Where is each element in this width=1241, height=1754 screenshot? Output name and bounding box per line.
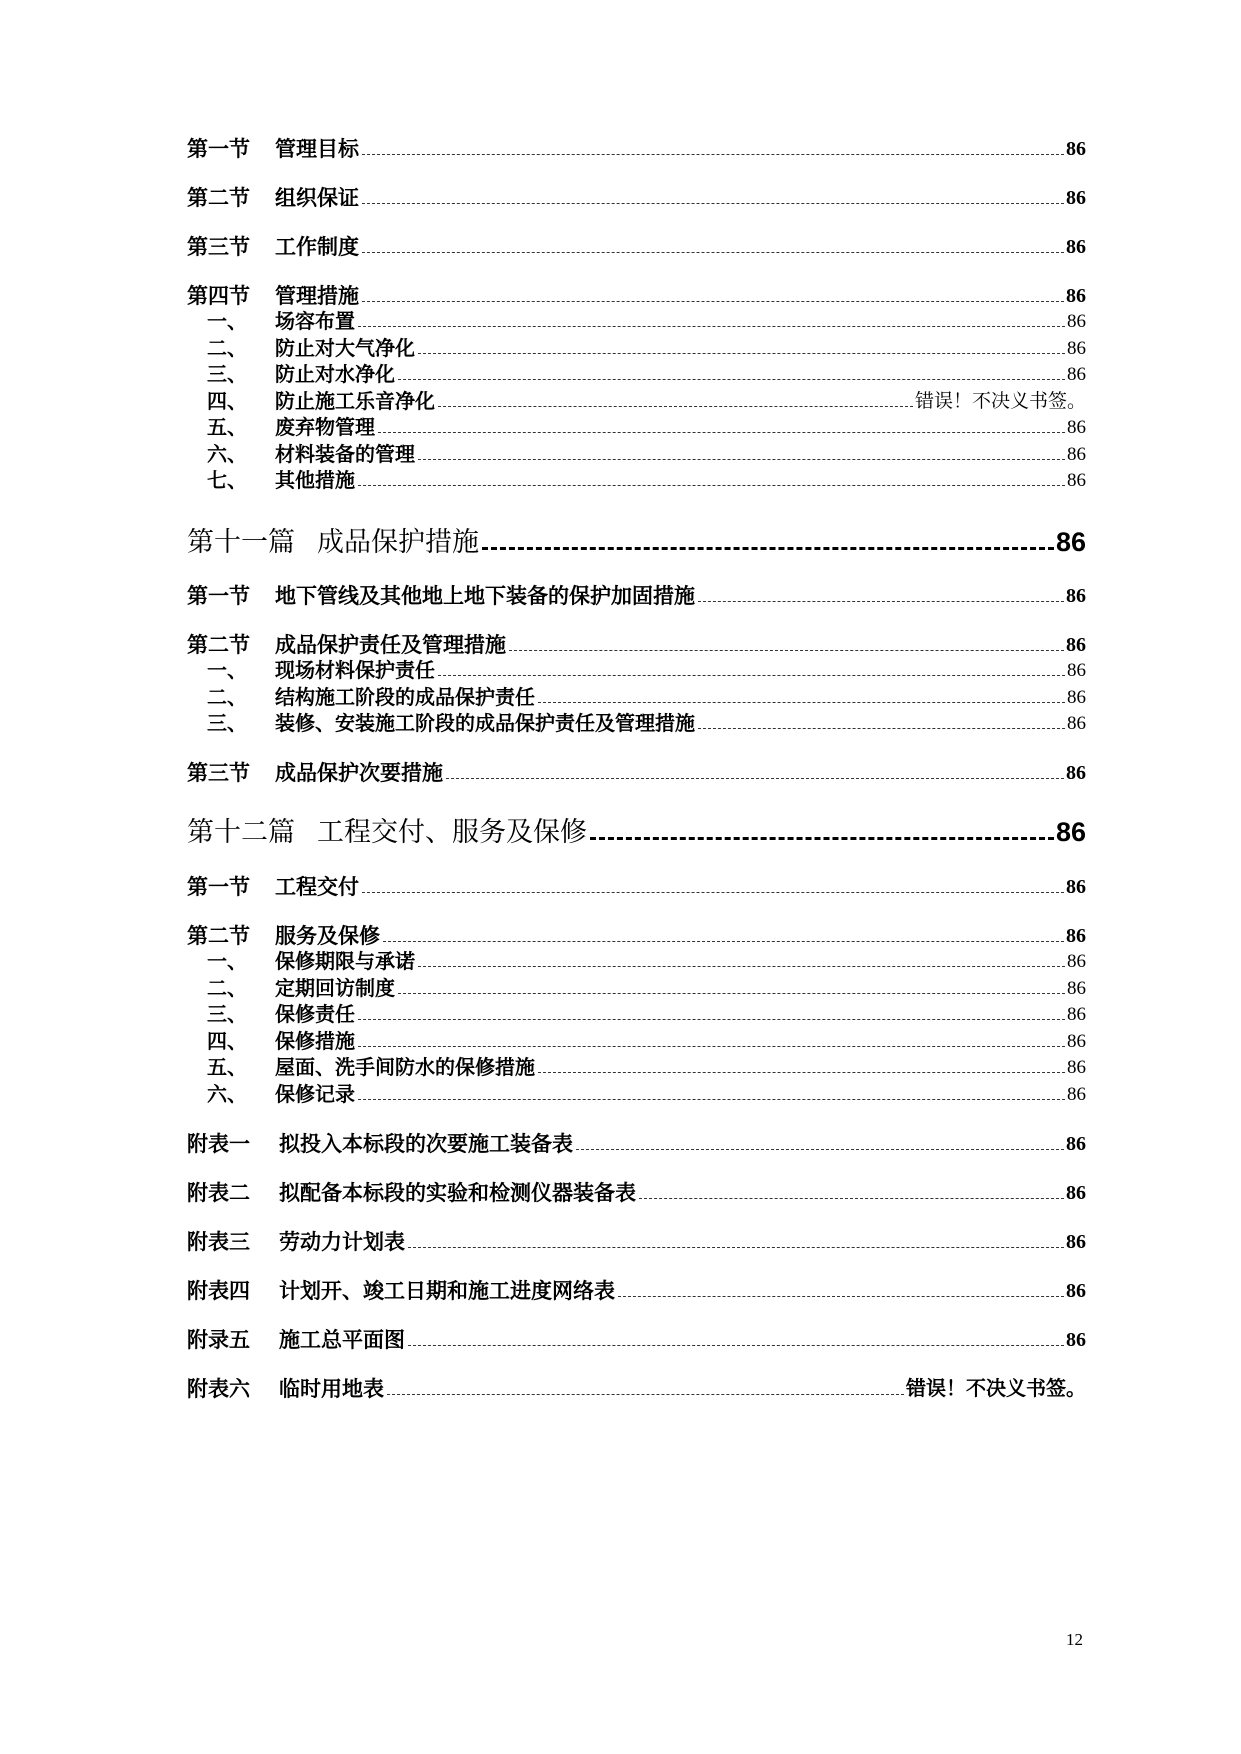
toc-entry-number: 第二节: [187, 632, 250, 657]
toc-entry-number: 第二节: [187, 923, 250, 948]
toc-entry-number: 三、: [207, 362, 247, 386]
toc-entry-title: 废弃物管理: [275, 415, 375, 439]
dot-leader: [618, 1296, 1064, 1297]
toc-entry-page: 86: [1066, 1280, 1086, 1302]
toc-entry: [187, 1084, 1086, 1104]
toc-entry-title: 工程交付: [275, 874, 359, 899]
toc-entry-title: 管理措施: [275, 283, 359, 308]
toc-entry-page: 86: [1067, 713, 1086, 734]
toc-entry-page: 86: [1066, 876, 1086, 898]
toc-entry: [187, 1378, 1086, 1399]
toc-entry: [187, 1031, 1086, 1051]
toc-entry: [187, 660, 1086, 680]
dot-leader: [538, 702, 1065, 703]
dot-leader: [362, 203, 1064, 204]
dot-leader: [698, 728, 1065, 729]
toc-entry-page: 86: [1066, 634, 1086, 656]
toc-entry-page: 86: [1066, 1231, 1086, 1253]
toc-entry-page: 86: [1067, 338, 1086, 359]
dot-leader: [378, 432, 1065, 433]
toc-entry-number: 七、: [207, 468, 247, 492]
toc-entry-page: 86: [1066, 1133, 1086, 1155]
toc-entry-number: 二、: [207, 976, 247, 1000]
dot-leader: [358, 1099, 1065, 1100]
toc-entry-title: 成品保护责任及管理措施: [275, 632, 506, 657]
toc-entry: [187, 364, 1086, 384]
toc-entry-title: 结构施工阶段的成品保护责任: [275, 685, 535, 709]
toc-entry: [187, 713, 1086, 733]
dot-leader: [639, 1198, 1064, 1199]
toc-entry: [187, 687, 1086, 707]
toc-entry-title: 其他措施: [275, 468, 355, 492]
toc-entry: [187, 1182, 1086, 1203]
toc-entry-number: 附录五: [187, 1327, 250, 1352]
toc-entry-number: 第二节: [187, 185, 250, 210]
dot-leader: [438, 406, 913, 407]
toc-entry-number: 三、: [207, 711, 247, 735]
toc-entry-number: 五、: [207, 1055, 247, 1079]
toc-entry-page: 86: [1066, 187, 1086, 209]
dot-leader: [383, 941, 1064, 942]
dot-leader: [362, 301, 1064, 302]
toc-entry: [187, 391, 1086, 411]
toc-entry-title: 防止施工乐音净化: [275, 389, 435, 413]
toc-entry-number: 第三节: [187, 760, 250, 785]
toc-entry-title: 场容布置: [275, 309, 355, 333]
dot-leader: [387, 1394, 904, 1395]
toc-entry-page: 86: [1067, 470, 1086, 491]
toc-entry-page: 86: [1066, 762, 1086, 784]
dot-leader: [358, 326, 1065, 327]
toc-entry: [187, 138, 1086, 159]
toc-entry: [187, 1280, 1086, 1301]
dot-leader: [418, 459, 1065, 460]
dot-leader: [509, 650, 1064, 651]
toc-entry-page: 86: [1066, 1329, 1086, 1351]
dot-leader: [408, 1345, 1064, 1346]
toc-entry-number: 第一节: [187, 874, 250, 899]
toc-entry: [187, 762, 1086, 783]
toc-entry-title: 服务及保修: [275, 923, 380, 948]
toc-entry-number: 一、: [207, 309, 247, 333]
toc-entry-number: 附表六: [187, 1376, 250, 1401]
toc-entry-title: 保修记录: [275, 1082, 355, 1106]
toc-entry-title: 防止对水净化: [275, 362, 395, 386]
toc-entry: [187, 236, 1086, 257]
dot-leader: [446, 778, 1064, 779]
toc-entry: [187, 338, 1086, 358]
toc-entry-page: 86: [1055, 817, 1086, 847]
dot-leader: [418, 966, 1065, 967]
toc-entry: [187, 634, 1086, 655]
toc-entry-title: 成品保护措施: [317, 527, 479, 558]
toc-entry-number: 第四节: [187, 283, 250, 308]
toc-entry-title: 拟投入本标段的次要施工装备表: [279, 1131, 573, 1156]
toc-entry-title: 保修期限与承诺: [275, 949, 415, 973]
toc-entry-title: 成品保护次要措施: [275, 760, 443, 785]
toc-entry-page: 86: [1067, 444, 1086, 465]
toc-entry-title: 地下管线及其他地上地下装备的保护加固措施: [275, 583, 695, 608]
toc-entry-number: 二、: [207, 336, 247, 360]
toc-entry: [187, 187, 1086, 208]
toc-entry-title: 计划开、竣工日期和施工进度网络表: [279, 1278, 615, 1303]
toc-entry-number: 一、: [207, 658, 247, 682]
toc-entry: [187, 285, 1086, 306]
toc-entry-page: 错误！不决义书签。: [914, 391, 1086, 412]
toc-entry: [187, 1004, 1086, 1024]
toc-entry: [187, 529, 1086, 556]
toc-entry: [187, 819, 1086, 846]
toc-entry-page: 86: [1066, 285, 1086, 307]
toc-entry-page: 86: [1067, 951, 1086, 972]
toc-entry: [187, 585, 1086, 606]
toc-entry-page: 86: [1067, 1084, 1086, 1105]
dot-leader: [418, 353, 1065, 354]
toc-entry: [187, 876, 1086, 897]
toc-entry: [187, 925, 1086, 946]
toc-entry: [187, 1231, 1086, 1252]
dot-leader: [362, 252, 1064, 253]
toc-entry-page: 86: [1067, 1004, 1086, 1025]
dot-leader: [698, 601, 1064, 602]
toc-entry-page: 86: [1066, 925, 1086, 947]
toc-entry: [187, 1133, 1086, 1154]
toc-entry-title: 屋面、洗手间防水的保修措施: [275, 1055, 535, 1079]
toc-entry-number: 附表二: [187, 1180, 250, 1205]
toc-entry-title: 工程交付、服务及保修: [317, 817, 587, 848]
toc-entry-title: 施工总平面图: [279, 1327, 405, 1352]
toc-entry-page: 86: [1067, 1057, 1086, 1078]
toc-entry-page: 86: [1066, 236, 1086, 258]
toc-entry-number: 附表三: [187, 1229, 250, 1254]
toc-entry: [187, 470, 1086, 490]
toc-entry: [187, 978, 1086, 998]
dot-leader: [358, 1046, 1065, 1047]
dot-leader: [362, 154, 1064, 155]
toc-entry-title: 保修措施: [275, 1029, 355, 1053]
toc-entry-title: 临时用地表: [279, 1376, 384, 1401]
toc-entry-number: 第一节: [187, 136, 250, 161]
toc-entry-number: 四、: [207, 1029, 247, 1053]
toc-entry-page: 86: [1055, 527, 1086, 557]
toc-entry-page: 86: [1066, 585, 1086, 607]
toc-entry-title: 组织保证: [275, 185, 359, 210]
toc-entry-page: 86: [1067, 660, 1086, 681]
toc-entry-number: 第一节: [187, 583, 250, 608]
toc-entry-page: 86: [1066, 1182, 1086, 1204]
dot-leader: [576, 1149, 1064, 1150]
toc-entry-title: 定期回访制度: [275, 976, 395, 1000]
toc-entry-number: 三、: [207, 1002, 247, 1026]
toc-entry-title: 管理目标: [275, 136, 359, 161]
toc-entry: [187, 444, 1086, 464]
dot-leader: [438, 675, 1065, 676]
toc-entry-number: 第三节: [187, 234, 250, 259]
toc-entry-page: 86: [1067, 1031, 1086, 1052]
toc-entry-number: 附表一: [187, 1131, 250, 1156]
toc-entry-number: 一、: [207, 949, 247, 973]
toc-entry: [187, 311, 1086, 331]
dot-leader: [398, 993, 1065, 994]
toc-entry-title: 劳动力计划表: [279, 1229, 405, 1254]
toc-entry-number: 五、: [207, 415, 247, 439]
toc-entry-number: 第十一篇: [187, 527, 295, 558]
toc-entry-page: 错误！不决义书签。: [906, 1378, 1086, 1400]
dot-leader: [362, 892, 1064, 893]
toc-entry-page: 86: [1067, 978, 1086, 999]
toc-entry-number: 第十二篇: [187, 817, 295, 848]
toc-entry-page: 86: [1067, 687, 1086, 708]
toc-entry: [187, 1329, 1086, 1350]
dot-leader: [358, 485, 1065, 486]
toc-entry-number: 六、: [207, 1082, 247, 1106]
dot-leader: [408, 1247, 1064, 1248]
dot-leader: [590, 837, 1054, 840]
toc-entry-title: 保修责任: [275, 1002, 355, 1026]
toc-entry-number: 六、: [207, 442, 247, 466]
toc-entry-page: 86: [1066, 138, 1086, 160]
toc-entry: [187, 1057, 1086, 1077]
toc-entry-title: 拟配备本标段的实验和检测仪器装备表: [279, 1180, 636, 1205]
toc-entry-title: 防止对大气净化: [275, 336, 415, 360]
toc-entry: [187, 417, 1086, 437]
toc-entry-number: 四、: [207, 389, 247, 413]
toc-entry-title: 现场材料保护责任: [275, 658, 435, 682]
toc-entry-number: 附表四: [187, 1278, 250, 1303]
toc-entry-title: 工作制度: [275, 234, 359, 259]
dot-leader: [482, 547, 1054, 550]
page-number: 12: [1066, 1630, 1083, 1649]
toc-entry: [187, 951, 1086, 971]
toc-entry-page: 86: [1067, 417, 1086, 438]
toc-entry-page: 86: [1067, 311, 1086, 332]
toc-entry-page: 86: [1067, 364, 1086, 385]
dot-leader: [538, 1072, 1065, 1073]
toc-entry-number: 二、: [207, 685, 247, 709]
toc-entry-title: 装修、安装施工阶段的成品保护责任及管理措施: [275, 711, 695, 735]
dot-leader: [358, 1019, 1065, 1020]
toc-entry-title: 材料装备的管理: [275, 442, 415, 466]
dot-leader: [398, 379, 1065, 380]
